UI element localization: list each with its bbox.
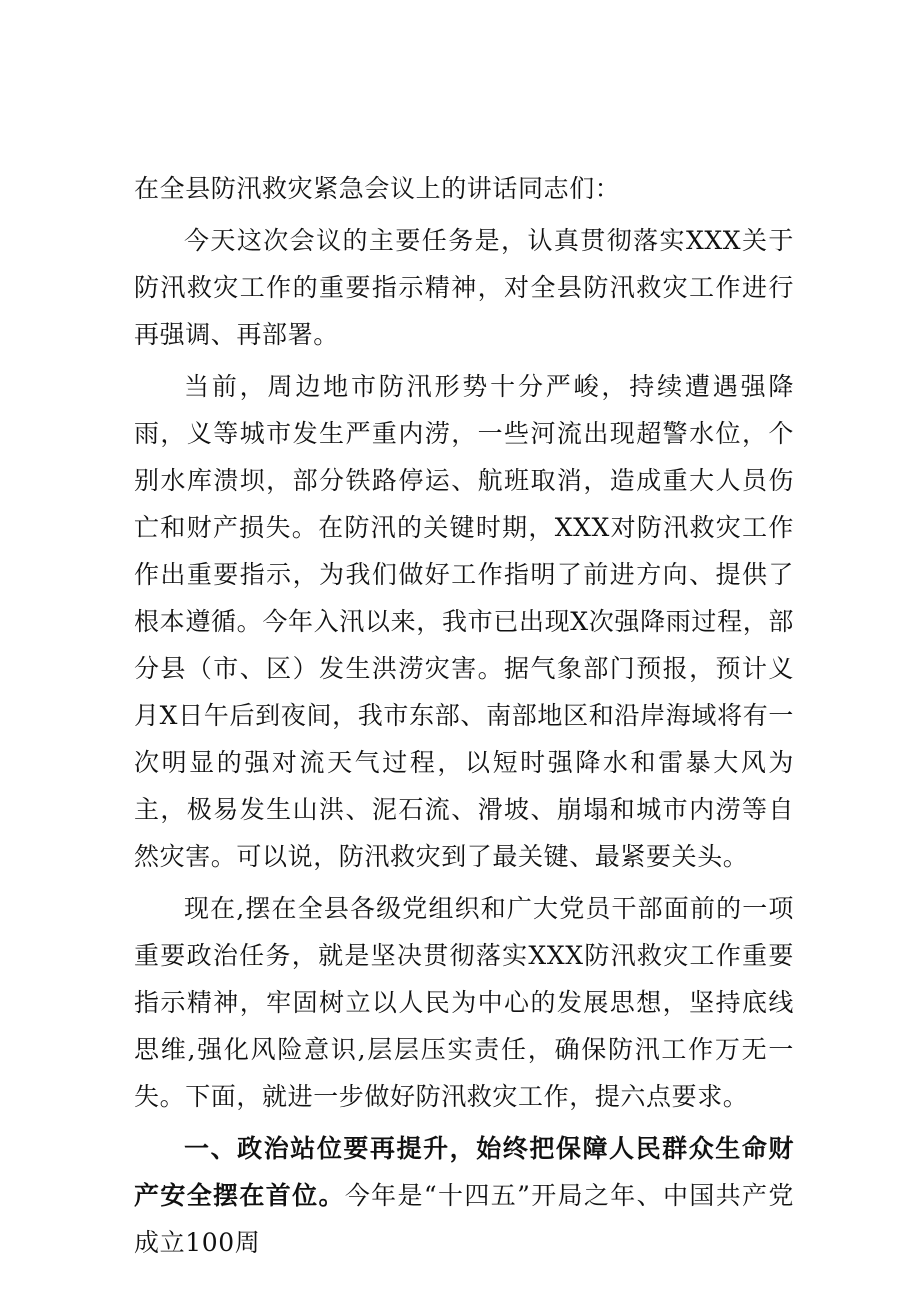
document-body	[134, 165, 794, 1266]
section-one-paragraph	[134, 1125, 794, 1266]
speech-title-line: 在全县防汛救灾紧急会议上的讲话同志们：	[134, 174, 621, 203]
section-one-body: 今年是“十四五”开局之年、中国共产党成立100周	[134, 1181, 794, 1257]
section-one-heading: 一、政治站位要再提升，始终把保障人民群众生命财产安全摆在首位。	[134, 1134, 794, 1210]
paragraph-political-task: 现在,摆在全县各级党组织和广大党员干部面前的一项重要政治任务，就是坚决贯彻落实XXX防汛救灾工作重要指示精神，牢固树立以人民为中心的发展思想，坚持底线思维,强化风险意识,层层压实责任，确保防汛工作万无一失。下面，就进一步做好防汛救灾工作，提六点要求。	[134, 894, 794, 1111]
paragraph-meeting-task: 今天这次会议的主要任务是，认真贯彻落实XXX关于防汛救灾工作的重要指示精神，对全县防汛救灾工作进行再强调、再部署。	[134, 226, 794, 349]
paragraph-current-situation: 当前，周边地市防汛形势十分严峻，持续遭遇强降雨，义等城市发生严重内涝，一些河流出现超警水位，个别水库溃坝，部分铁路停运、航班取消，造成重大人员伤亡和财产损失。在防汛的关键时期，XXX对防汛救灾工作作出重要指示，为我们做好工作指明了前进方向、提供了根本遵循。今年入汛以来，我市已出现X次强降雨过程，部分县（市、区）发生洪涝灾害。据气象部门预报，预计义月X日午后到夜间，我市东部、南部地区和沿岸海域将有一次明显的强对流天气过程，以短时强降水和雷暴大风为主，极易发生山洪、泥石流、滑坡、崩塌和城市内涝等自然灾害。可以说，防汛救灾到了最关键、最紧要关头。	[134, 372, 794, 871]
